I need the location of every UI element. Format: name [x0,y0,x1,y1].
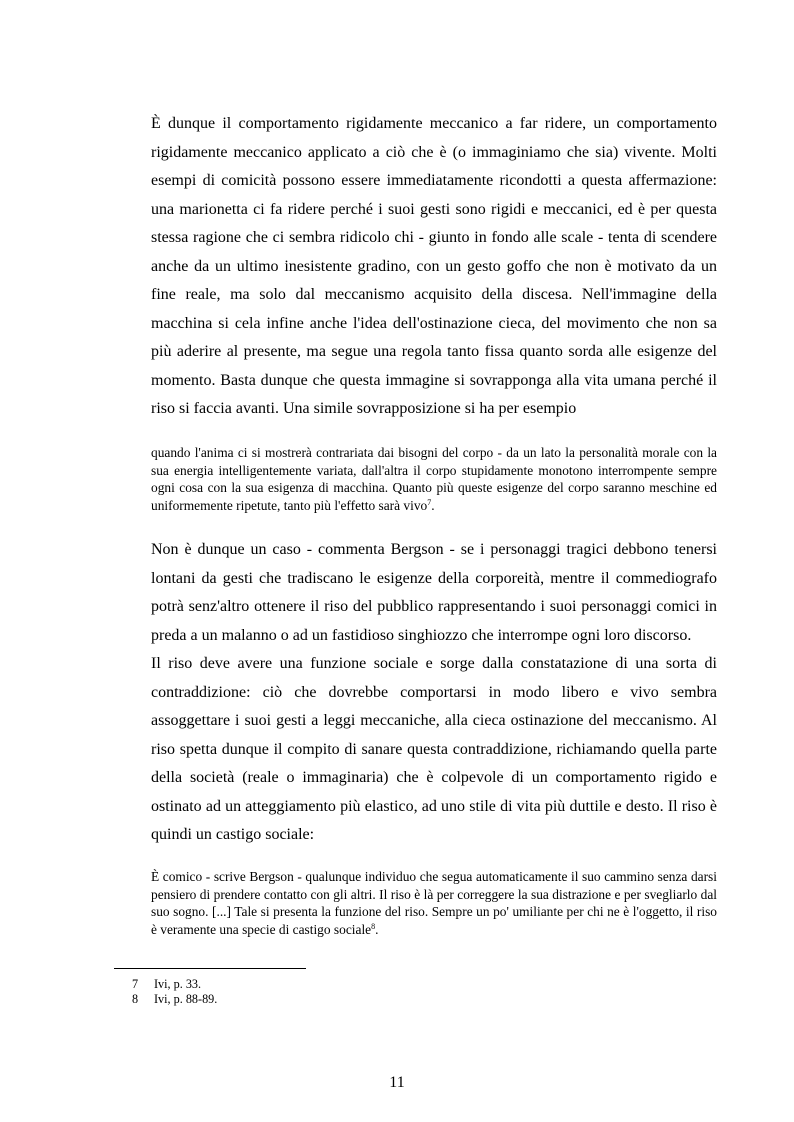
block-quote-1-text: quando l'anima ci si mostrerà contrariata dai bisogni del corpo - da un lato la personalità morale con la sua energia intelligentemente variata, dall'altra il corpo stupidamente monotono interrompente sempre ogni cosa con la sua esigenza di macchina. Quanto più queste esigenze del corpo saranno meschine ed uniformemente ripetute, tanto più l'effetto sarà vivo [151,445,717,513]
footnote-number: 7 [132,977,139,991]
footnote-text: Ivi, p. 33. [154,977,202,991]
paragraph-2: Non è dunque un caso - commenta Bergson - se i personaggi tragici debbono tenersi lontani da gesti che tradiscano le esigenze della corporeità, mentre il commediografo potrà senz'altro ottenere il riso del pubblico rappresentando i suoi personaggi comici in preda a un malanno o ad un fastidioso singhiozzo che interrompe ogni loro discorso. [151,541,717,644]
footnote-ref-8: 8 [371,921,376,931]
footnote-separator [114,968,306,969]
block-quote-1: quando l'anima ci si mostrerà contrariata dai bisogni del corpo - da un lato la personalità morale con la sua energia intelligentemente variata, dall'altra il corpo stupidamente monotono interrompente sempre ogni cosa con la sua esigenza di macchina. Quanto più queste esigenze del corpo saranno meschine ed uniformemente ripetute, tanto più l'effetto sarà vivo$^7$. [151,445,717,513]
paragraph-3: Il riso deve avere una funzione sociale e sorge dalla constatazione di una sorta di contraddizione: ciò che dovrebbe comportarsi in modo libero e vivo sembra assoggettare i suoi gesti a leggi meccaniche, alla cieca ostinazione del meccanismo. Al riso spetta dunque il compito di sanare questa contraddizione, richiamando quella parte della società (reale o immaginaria) che è colpevole di un comportamento rigido e ostinato ad un atteggiamento più elastico, ad uno stile di vita più duttile e desto. Il riso è quindi un castigo sociale: [151,655,717,843]
footnote-7 [132,977,201,992]
page-number: 11 [389,1074,405,1091]
footnote-8 [132,992,217,1007]
block-quote-2-text: È comico - scrive Bergson - qualunque individuo che segua automaticamente il suo cammino senza darsi pensiero di prendere contatto con gli altri. Il riso è là per correggere la sua distrazione e per svegliarlo dal suo sogno. [...] Tale si presenta la funzione del riso. Sempre un po' umiliante per chi ne è l'oggetto, il riso è veramente una specie di castigo sociale [151,869,717,937]
block-quote-2: È comico - scrive Bergson - qualunque individuo che segua automaticamente il suo cammino senza darsi pensiero di prendere contatto con gli altri. Il riso è là per correggere la sua distrazione e per svegliarlo dal suo sogno. [...] Tale si presenta la funzione del riso. Sempre un po' umiliante per chi ne è l'oggetto, il riso è veramente una specie di castigo sociale$^8$. [151,869,717,937]
paragraph-1: È dunque il comportamento rigidamente meccanico a far ridere, un comportamento rigidamente meccanico applicato a ciò che è (o immaginiamo che sia) vivente. Molti esempi di comicità possono essere immediatamente ricondotti a questa affermazione: una marionetta ci fa ridere perché i suoi gesti sono rigidi e meccanici, ed è per questa stessa ragione che ci sembra ridicolo chi - giunto in fondo alle scale - tenta di scendere anche da un ultimo inesistente gradino, con un gesto goffo che non è motivato da un fine reale, ma solo dal meccanismo acquisito della discesa. Nell'immagine della macchina si cela infine anche l'idea dell'ostinazione cieca, del movimento che non sa più aderire al presente, ma segue una regola tanto fissa quanto sorda alle esigenze del momento. Basta dunque che questa immagine si sovrapponga alla vita umana perché il riso si faccia avanti. Una simile sovrapposizione si ha per esempio [151,115,717,417]
footnote-number: 8 [132,992,139,1006]
footnote-text: Ivi, p. 88-89. [154,992,218,1006]
footnote-ref-7: 7 [427,497,432,507]
